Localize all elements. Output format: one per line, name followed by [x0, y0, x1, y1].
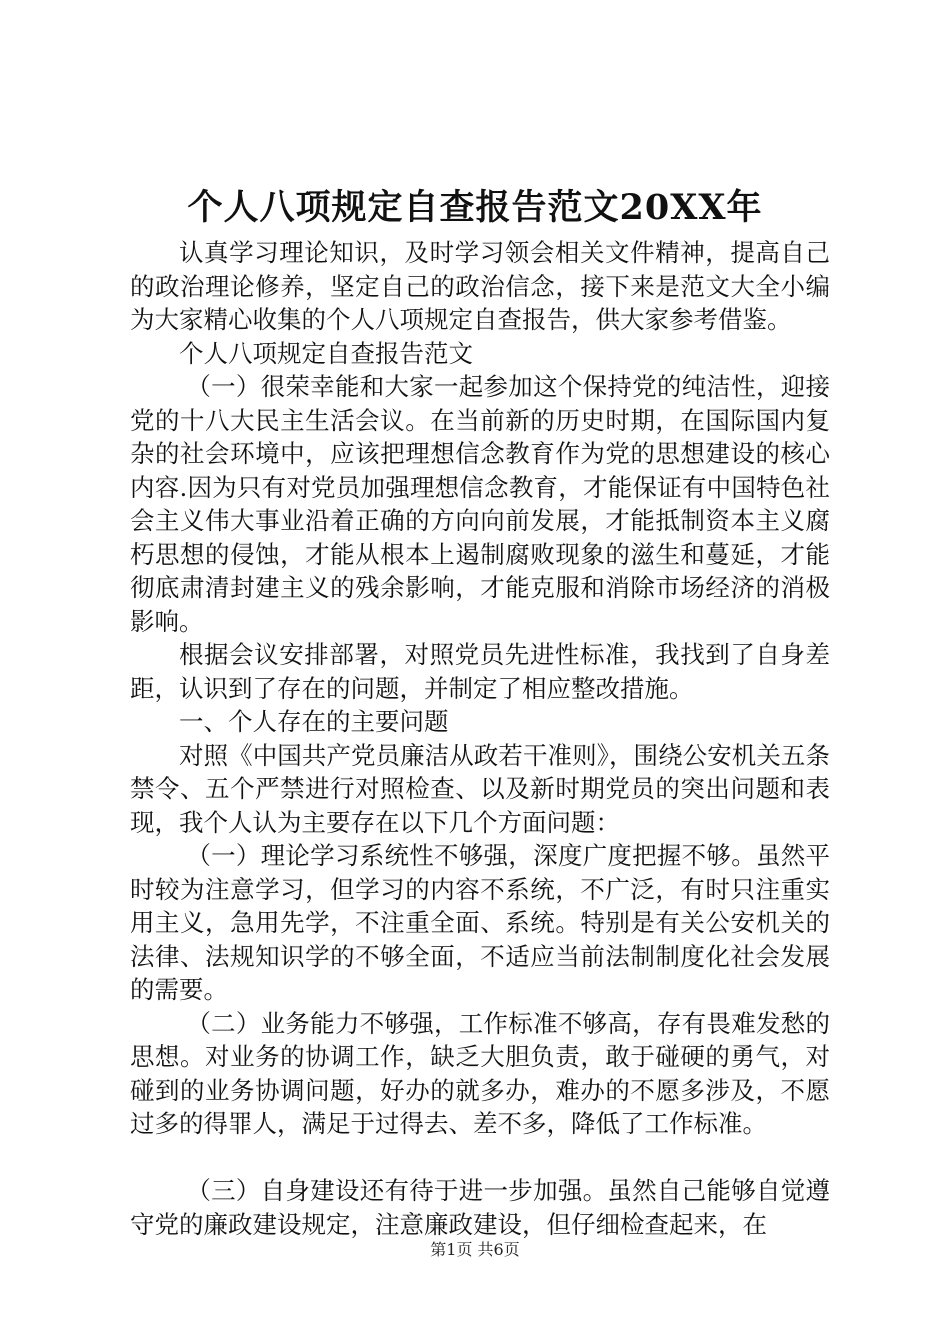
- paragraph-problem-1: （一）理论学习系统性不够强，深度广度把握不够。虽然平时较为注意学习，但学习的内容不系统，不广泛，有时只注重实用主义，急用先学，不注重全面、系统。特别是有关公安机关的法律、法规知识学的不够全面，不适应当前法制制度化社会发展的需要。: [130, 841, 830, 1004]
- paragraph-problem-3: （三）自身建设还有待于进一步加强。虽然自己能够自觉遵守党的廉政建设规定，注意廉政建设，但仔细检查起来，在: [130, 1176, 830, 1239]
- paragraph-arrangement: 根据会议安排部署，对照党员先进性标准，我找到了自身差距，认识到了存在的问题，并制定了相应整改措施。: [130, 640, 830, 703]
- document-title: 个人八项规定自查报告范文20XX年: [187, 187, 763, 228]
- paragraph-heading: 个人八项规定自查报告范文: [179, 338, 473, 368]
- document-body: [130, 236, 830, 1241]
- paragraph-intro: 认真学习理论知识，及时学习领会相关文件精神，提高自己的政治理论修养，坚定自己的政治信念，接下来是范文大全小编为大家精心收集的个人八项规定自查报告，供大家参考借鉴。: [130, 238, 830, 334]
- paragraph-section-1: （一）很荣幸能和大家一起参加这个保持党的纯洁性，迎接党的十八大民主生活会议。在当前新的历史时期，在国际国内复杂的社会环境中，应该把理想信念教育作为党的思想建设的核心内容.因为只有对党员加强理想信念教育，才能保证有中国特色社会主义伟大事业沿着正确的方向向前发展，才能抵制资本主义腐朽思想的侵蚀，才能从根本上遏制腐败现象的滋生和蔓延，才能彻底肃清封建主义的残余影响，才能克服和消除市场经济的消极影响。: [130, 372, 830, 636]
- page-number-footer: 第1页 共6页: [430, 1240, 520, 1259]
- paragraph-problems-heading: 一、个人存在的主要问题: [179, 707, 449, 736]
- paragraph-problem-2: （二）业务能力不够强，工作标准不够高，存有畏难发愁的思想。对业务的协调工作，缺乏大胆负责，敢于碰硬的勇气，对碰到的业务协调问题，好办的就多办，难办的不愿多涉及，不愿过多的得罪人，满足于过得去、差不多，降低了工作标准。: [130, 1008, 830, 1138]
- paragraph-comparison: 对照《中国共产党员廉洁从政若干准则》，围绕公安机关五条禁令、五个严禁进行对照检查、以及新时期党员的突出问题和表现，我个人认为主要存在以下几个方面问题：: [130, 740, 830, 837]
